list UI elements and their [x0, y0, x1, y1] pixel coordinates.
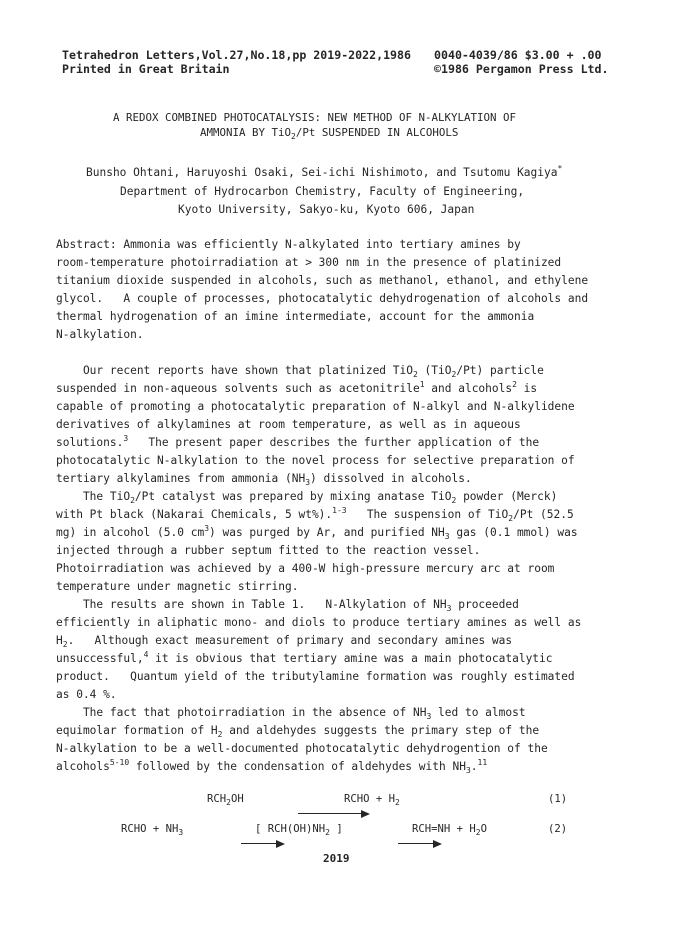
- body-line: temperature under magnetic stirring.: [56, 580, 299, 593]
- body-line: injected through a rubber septum fitted to the reaction vessel.: [56, 544, 481, 557]
- body-line: alcohols$^{5-10}$ followed by the condensation of aldehydes with $NH_3.^{11}$: [56, 758, 488, 775]
- body-line: N-alkylation to be a well-documented photocatalytic dehydrogention of the: [56, 742, 548, 755]
- body-line: capable of promoting a photocatalytic preparation of N-alkyl and N-alkylidene: [56, 400, 575, 413]
- journal-citation: Tetrahedron Letters,Vol.27,No.18,pp 2019-2022,1986: [62, 48, 412, 62]
- abstract-line: N-alkylation.: [56, 328, 144, 341]
- article-title-line2: AMMONIA BY TiO$_2$/Pt SUSPENDED IN ALCOHOLS: [200, 126, 459, 141]
- page-number: 2019: [323, 852, 350, 865]
- body-line: solutions.$^3$ The present paper describes the further application of the: [56, 434, 540, 449]
- body-line: derivatives of alkylamines at room temperature, as well as in aqueous: [56, 418, 521, 431]
- body-line: photocatalytic N-alkylation to the novel process for selective preparation of: [56, 454, 575, 467]
- printed-in: Printed in Great Britain: [62, 62, 230, 76]
- abstract-line: Abstract: Ammonia was efficiently N-alkylated into tertiary amines by: [56, 238, 521, 251]
- copyright: ©1986 Pergamon Press Ltd.: [434, 62, 609, 76]
- body-line: The fact that photoirradiation in the absence of $NH_3$ led to almost: [56, 706, 526, 721]
- body-line: Photoirradiation was achieved by a 400-W high-pressure mercury arc at room: [56, 562, 555, 575]
- eq2-number: (2): [548, 823, 568, 835]
- eq2-intermediate: [ $RCH(OH)NH_2$ ]: [255, 823, 343, 837]
- eq2-product: $RCH=NH + H_2O$: [412, 823, 487, 837]
- body-line: Our recent reports have shown that platinized TiO$_2$ (TiO$_2$/Pt) particle: [56, 364, 544, 379]
- body-line: as 0.4 %.: [56, 688, 117, 701]
- body-line: unsuccessful,$^4$ it is obvious that tertiary amine was a main photocatalytic: [56, 650, 553, 665]
- body-line: suspended in non-aqueous solvents such as acetonitrile$^1$ and alcohols$^2$ is: [56, 380, 538, 395]
- body-line: The TiO$_2$/Pt catalyst was prepared by mixing anatase TiO$_2$ powder (Merck): [56, 490, 558, 505]
- article-title-line1: A REDOX COMBINED PHOTOCATALYSIS: NEW METHOD OF N-ALKYLATION OF: [113, 111, 517, 124]
- body-line: efficiently in aliphatic mono- and diols to produce tertiary amines as well as: [56, 616, 582, 629]
- issn-price: 0040-4039/86 $3.00 + .00: [434, 48, 602, 62]
- abstract-line: titanium dioxide suspended in alcohols, such as methanol, ethanol, and ethylene: [56, 274, 589, 287]
- eq2-reactant: RCHO + $NH_3$: [121, 823, 184, 837]
- body-line: equimolar formation of $H_2$ and aldehydes suggests the primary step of the: [56, 724, 540, 739]
- corresponding-author-mark: *: [557, 164, 563, 173]
- body-line: The results are shown in Table 1. N-Alkylation of $NH_3$ proceeded: [56, 598, 519, 613]
- eq1-number: (1): [548, 793, 568, 805]
- abstract-line: thermal hydrogenation of an imine intermediate, account for the ammonia: [56, 310, 535, 323]
- body-line: tertiary alkylamines from ammonia $(NH_3)$ dissolved in alcohols.: [56, 472, 472, 487]
- body-line: product. Quantum yield of the tributylamine formation was roughly estimated: [56, 670, 575, 683]
- eq1-reactant: $RCH_2OH$: [207, 793, 244, 807]
- eq1-product: RCHO + $H_2$: [344, 793, 400, 807]
- body-line: $H_2$. Although exact measurement of primary and secondary amines was: [56, 634, 513, 649]
- affiliation-line2: Kyoto University, Sakyo-ku, Kyoto 606, Japan: [178, 203, 475, 216]
- body-line: mg) in alcohol (5.0 $cm^3$) was purged by Ar, and purified $NH_3$ gas (0.1 mmol) was: [56, 524, 578, 541]
- affiliation-line1: Department of Hydrocarbon Chemistry, Faculty of Engineering,: [120, 185, 525, 198]
- abstract-line: glycol. A couple of processes, photocatalytic dehydrogenation of alcohols and: [56, 292, 589, 305]
- author-list: Bunsho Ohtani, Haruyoshi Osaki, Sei-ichi Nishimoto, and Tsutomu Kagiya*: [86, 164, 563, 179]
- abstract-line: room-temperature photoirradiation at > 300 nm in the presence of platinized: [56, 256, 562, 269]
- body-line: with Pt black (Nakarai Chemicals, 5 wt%).$^{1-3}$ The suspension of TiO$_2$/Pt (52.5: [56, 506, 574, 523]
